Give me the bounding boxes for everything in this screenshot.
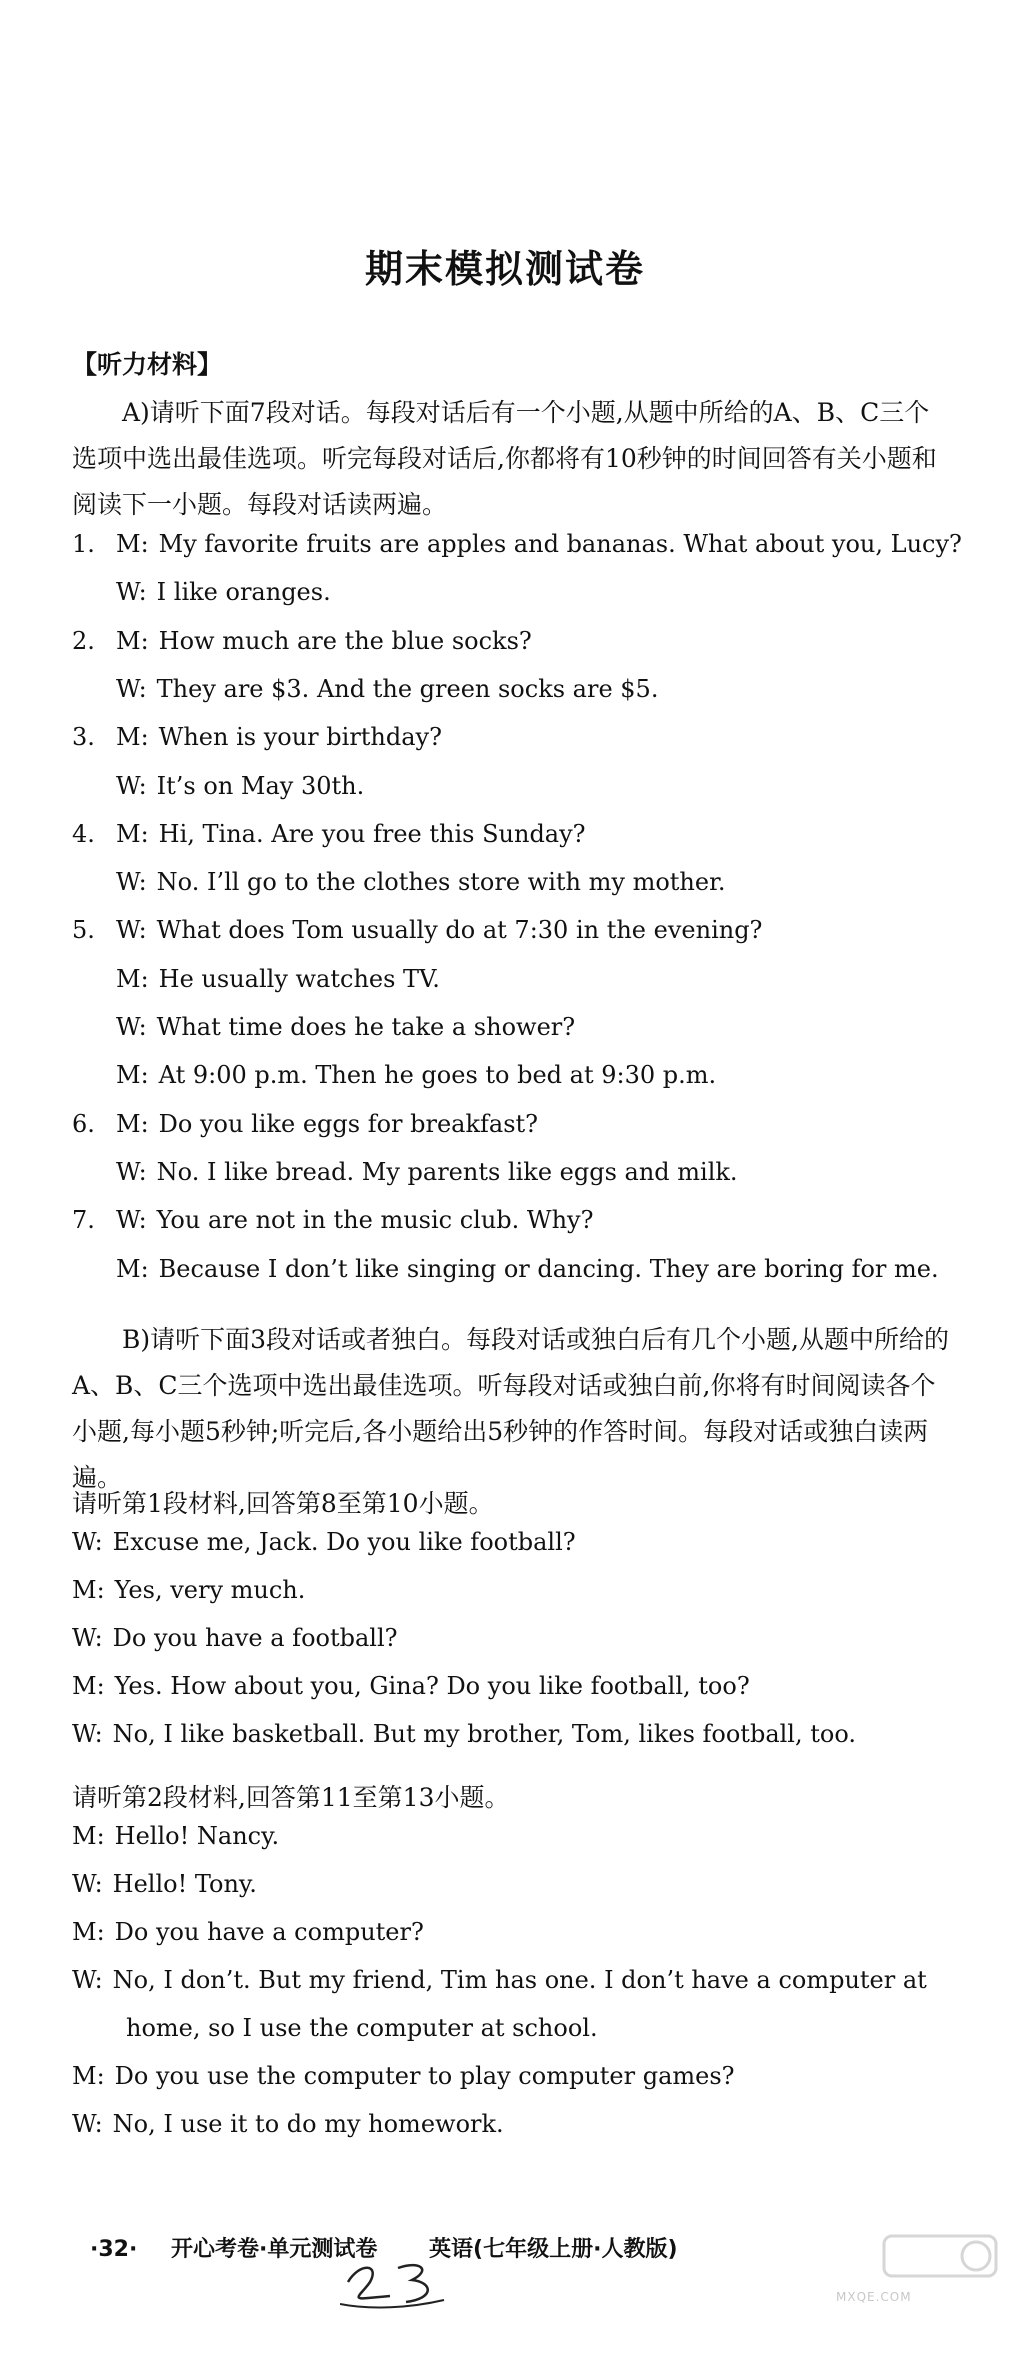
speaker-tag: W:: [116, 578, 147, 606]
dialogue-text: What does Tom usually do at 7:30 in the evening?: [156, 916, 763, 944]
book-name: 开心考卷·单元测试卷: [171, 2237, 378, 2262]
dialogue-text: Hello! Nancy.: [114, 1822, 280, 1850]
dialogue-text: They are $3. And the green socks are $5.: [156, 675, 659, 703]
dialogue-line: [72, 1624, 398, 1652]
dialogue-line: [116, 1013, 575, 1041]
dialogue-text: How much are the blue socks?: [158, 627, 532, 655]
dialogue-line: [72, 2110, 504, 2138]
dialogue-line: [116, 675, 658, 703]
dialogue-line: [72, 820, 586, 848]
speaker-tag: M:: [72, 1576, 105, 1604]
question-number: 3.: [72, 723, 95, 751]
speaker-tag: M:: [116, 1255, 149, 1283]
speaker-tag: W:: [72, 2110, 103, 2138]
speaker-tag: M:: [116, 965, 149, 993]
dialogue-text: No, I don’t. But my friend, Tim has one. I don’t have a computer at: [112, 1966, 927, 1994]
speaker-tag: M:: [116, 820, 149, 848]
dialogue-text: Hello! Tony.: [112, 1870, 257, 1898]
dialogue-text: You are not in the music club. Why?: [156, 1206, 594, 1234]
dialogue-text: He usually watches TV.: [158, 965, 440, 993]
speaker-tag: W:: [116, 1206, 147, 1234]
speaker-tag: W:: [72, 1720, 103, 1748]
handwritten-scribble: [340, 2252, 450, 2312]
dialogue-text: No. I like bread. My parents like eggs and milk.: [156, 1158, 738, 1186]
speaker-tag: W:: [116, 916, 147, 944]
speaker-tag: M:: [116, 723, 149, 751]
speaker-tag: W:: [72, 1870, 103, 1898]
dialogue-text: It’s on May 30th.: [156, 772, 365, 800]
dialogue-line: [116, 578, 331, 606]
dialogue-line: [72, 1966, 927, 1994]
question-number: 5.: [72, 916, 95, 944]
speaker-tag: M:: [116, 530, 149, 558]
part-a-intro-text: A)请听下面7段对话。每段对话后有一个小题,从题中所给的A、B、C三个选项中选出最佳选项。听完每段对话后,你都将有10秒钟的时间回答有关小题和阅读下一小题。每段对话读两遍。: [72, 398, 937, 519]
dialogue-line: [72, 627, 532, 655]
dialogue-line: [72, 916, 762, 944]
speaker-tag: M:: [72, 2062, 105, 2090]
dialogue-line: [72, 1528, 576, 1556]
dialogue-line: [72, 1110, 538, 1138]
page-number: ·32·: [90, 2237, 138, 2262]
dialogue-text: Hi, Tina. Are you free this Sunday?: [158, 820, 586, 848]
dialogue-text: Do you like eggs for breakfast?: [158, 1110, 539, 1138]
speaker-tag: M:: [116, 1110, 149, 1138]
dialogue-text: Do you have a football?: [112, 1624, 398, 1652]
dialogue-line: [116, 1158, 738, 1186]
question-number: 6.: [72, 1110, 95, 1138]
dialogue-text: I like oranges.: [156, 578, 331, 606]
speaker-tag: M:: [116, 627, 149, 655]
speaker-tag: W:: [116, 1013, 147, 1041]
dialogue-line: [72, 1672, 750, 1700]
question-number: 2.: [72, 627, 95, 655]
speaker-tag: M:: [72, 1918, 105, 1946]
speaker-tag: W:: [116, 772, 147, 800]
material-2-label: 请听第2段材料,回答第11至第13小题。: [72, 1783, 510, 1812]
watermark-logo-icon: [880, 2226, 1000, 2286]
dialogue-line: [72, 723, 442, 751]
dialogue-text: Yes, very much.: [114, 1576, 306, 1604]
speaker-tag: W:: [116, 868, 147, 896]
part-a-intro: [72, 390, 952, 528]
dialogue-text: Yes. How about you, Gina? Do you like football, too?: [114, 1672, 750, 1700]
dialogue-line: [72, 1576, 305, 1604]
speaker-tag: W:: [72, 1966, 103, 1994]
dialogue-line: [116, 965, 440, 993]
section-label: 【听力材料】: [72, 350, 223, 379]
question-number: 1.: [72, 530, 95, 558]
dialogue-line: [116, 772, 364, 800]
dialogue-text: Do you use the computer to play computer games?: [114, 2062, 735, 2090]
speaker-tag: W:: [72, 1624, 103, 1652]
page-title: 期末模拟测试卷: [364, 247, 645, 291]
dialogue-line: [72, 1918, 424, 1946]
watermark-text: MXQE.COM: [836, 2290, 912, 2304]
dialogue-text: home, so I use the computer at school.: [126, 2014, 598, 2042]
dialogue-line: [72, 530, 962, 558]
dialogue-text: Because I don’t like singing or dancing. They are boring for me.: [158, 1255, 939, 1283]
dialogue-text: Do you have a computer?: [114, 1918, 424, 1946]
dialogue-text: No. I’ll go to the clothes store with my mother.: [156, 868, 726, 896]
speaker-tag: M:: [116, 1061, 149, 1089]
dialogue-text: When is your birthday?: [158, 723, 442, 751]
dialogue-text: No, I use it to do my homework.: [112, 2110, 504, 2138]
subject-label: 英语(七年级上册·人教版): [429, 2237, 678, 2262]
part-b-intro: [72, 1317, 952, 1501]
dialogue-text: Excuse me, Jack. Do you like football?: [112, 1528, 576, 1556]
speaker-tag: W:: [116, 1158, 147, 1186]
dialogue-text: At 9:00 p.m. Then he goes to bed at 9:30 p.m.: [158, 1061, 717, 1089]
speaker-tag: M:: [72, 1822, 105, 1850]
dialogue-line: [116, 1255, 939, 1283]
dialogue-line: [116, 1061, 716, 1089]
part-b-intro-text: B)请听下面3段对话或者独白。每段对话或独白后有几个小题,从题中所给的A、B、C三个选项中选出最佳选项。听每段对话或独白前,你将有时间阅读各个小题,每小题5秒钟;听完后,各小题给出5秒钟的作答时间。每段对话或独白读两遍。: [72, 1325, 949, 1492]
speaker-tag: W:: [116, 675, 147, 703]
dialogue-line: [72, 2062, 735, 2090]
dialogue-line: [72, 1720, 856, 1748]
dialogue-line: [116, 868, 726, 896]
dialogue-line: [72, 1870, 257, 1898]
dialogue-text: What time does he take a shower?: [156, 1013, 576, 1041]
dialogue-text: My favorite fruits are apples and bananas. What about you, Lucy?: [158, 530, 962, 558]
dialogue-line: [72, 1822, 279, 1850]
dialogue-text: No, I like basketball. But my brother, Tom, likes football, too.: [112, 1720, 856, 1748]
question-number: 4.: [72, 820, 95, 848]
question-number: 7.: [72, 1206, 95, 1234]
dialogue-line: [72, 1206, 593, 1234]
material-1-label: 请听第1段材料,回答第8至第10小题。: [72, 1489, 494, 1518]
speaker-tag: M:: [72, 1672, 105, 1700]
speaker-tag: W:: [72, 1528, 103, 1556]
dialogue-line: [116, 2014, 598, 2042]
